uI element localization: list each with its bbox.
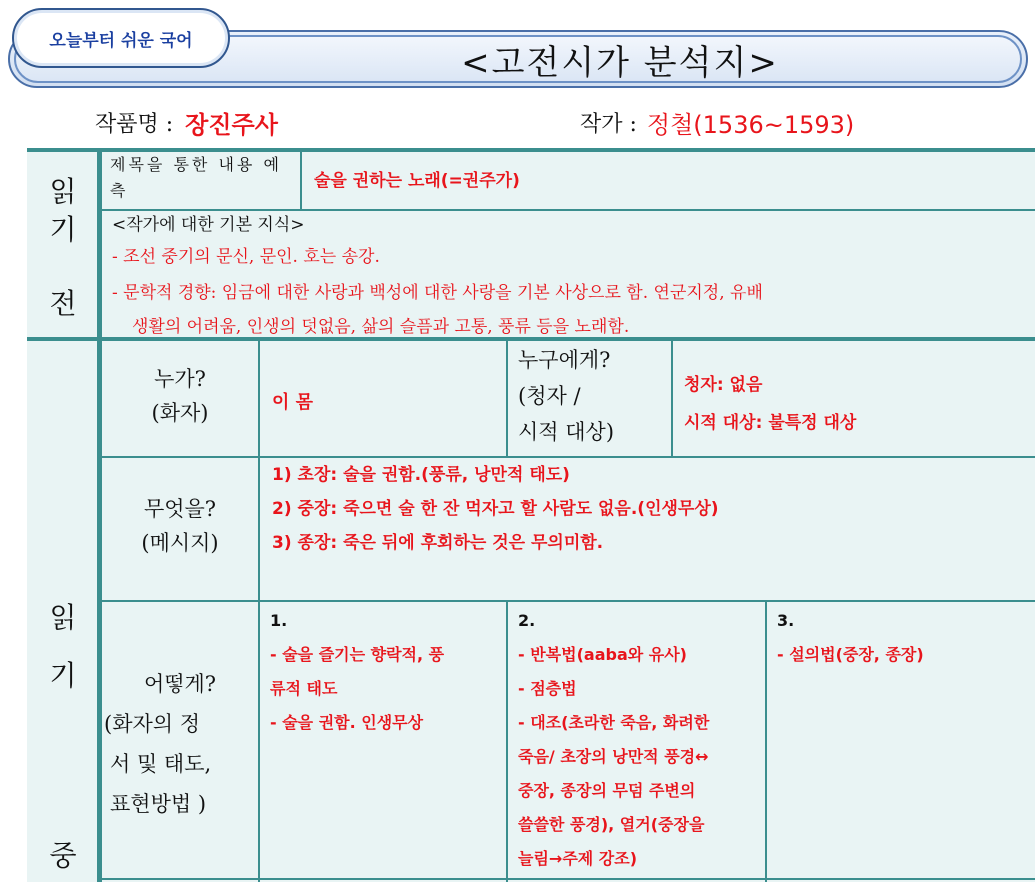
column-divider	[300, 152, 302, 209]
message-item: 2) 중장: 죽으면 술 한 잔 먹자고 할 사람도 없음.(인생무상)	[272, 499, 719, 519]
author-knowledge-line: - 조선 중기의 문신, 문인. 호는 송강.	[112, 247, 380, 267]
how-column-3: 3. - 설의법(중장, 종장)	[777, 611, 924, 664]
to-whom-label: 누구에게? (청자 / 시적 대상)	[518, 348, 615, 444]
to-whom-value: 청자: 없음 시적 대상: 불특정 대상	[684, 375, 857, 433]
work-info	[95, 104, 278, 140]
column-divider	[506, 341, 508, 456]
author-label: 작가 :	[580, 111, 637, 137]
series-badge-label: 오늘부터 쉬운 국어	[49, 30, 193, 51]
what-label: 무엇을? (메시지)	[141, 497, 219, 555]
column-divider	[671, 341, 673, 456]
side-label-char: 읽	[49, 175, 77, 208]
row-divider	[100, 600, 1035, 602]
message-list	[272, 458, 719, 560]
row-divider	[100, 878, 1035, 880]
side-label-char: 기	[49, 213, 77, 246]
column-divider	[506, 602, 508, 882]
title-prediction-value: 술을 권하는 노래(=권주가)	[314, 171, 520, 191]
author-knowledge-line: 생활의 어려움, 인생의 덧없음, 삶의 슬픔과 고통, 풍류 등을 노래함.	[132, 317, 630, 337]
side-label-char: 전	[49, 287, 77, 320]
author-name: 정철(1536~1593)	[646, 110, 855, 139]
author-info	[580, 104, 854, 140]
row-divider	[100, 209, 1035, 211]
side-label-char: 중	[49, 839, 77, 872]
author-knowledge-heading: <작가에 대한 기본 지식>	[112, 215, 305, 235]
document-title: <고전시가 분석지>	[461, 42, 779, 83]
author-knowledge-line: - 문학적 경향: 임금에 대한 사랑과 백성에 대한 사랑을 기본 사상으로 함. 연군지정, 유배	[112, 283, 763, 303]
message-item: 3) 종장: 죽은 뒤에 후회하는 것은 무의미함.	[272, 533, 604, 553]
who-value: 이 몸	[272, 392, 314, 413]
how-column-2: 2. - 반복법(aaba와 유사) - 점층법 - 대조(초라한 죽음, 화려한 죽음/ 초장의 낭만적 풍경↔ 중장, 종장의 무덤 주변의 쓸쓸한 풍경), 열거(중장을 늘림→주제 강조)	[518, 611, 710, 868]
column-divider	[258, 341, 260, 882]
title-prediction-label: 제목을 통한 내용 예측	[110, 155, 282, 200]
side-label-char: 기	[49, 659, 77, 692]
message-item: 1) 초장: 술을 권함.(풍류, 낭만적 태도)	[272, 465, 570, 485]
work-title: 장진주사	[185, 110, 278, 139]
who-label: 누가? (화자)	[151, 367, 209, 425]
how-column-1: 1. - 술을 즐기는 향락적, 풍 류적 태도 - 술을 권함. 인생무상	[270, 611, 445, 732]
column-divider	[765, 602, 767, 882]
side-label-char: 읽	[49, 601, 77, 634]
how-label: 어떻게? (화자의 정 서 및 태도, 표현방법 )	[104, 672, 217, 816]
work-label: 작품명 :	[95, 111, 174, 137]
